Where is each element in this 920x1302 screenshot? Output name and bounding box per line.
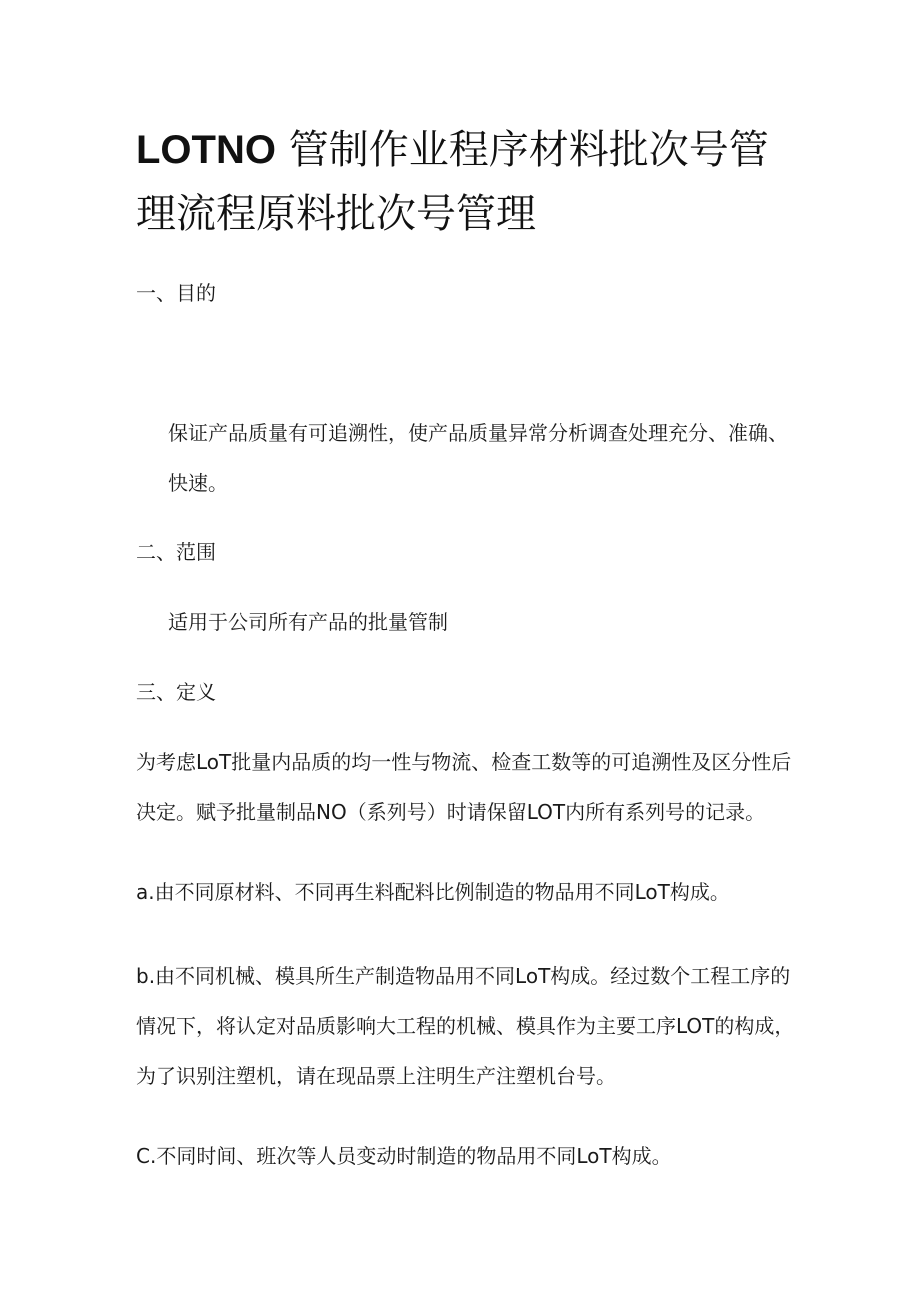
section-heading-purpose: 一、目的 [136,281,216,305]
section-heading-scope: 二、范围 [136,540,216,564]
section-heading-definition: 三、定义 [136,680,216,704]
definition-intro: 为考虑LoT批量内品质的均一性与物流、检查工数等的可追溯性及区分性后决定。赋予批量制品NO（系列号）时请保留LOT内所有系列号的记录。 [136,750,792,824]
section-body-scope: 适用于公司所有产品的批量管制 [168,610,448,634]
document-title [136,118,796,246]
definition-item-b: b.由不同机械、模具所生产制造物品用不同LoT构成。经过数个工程工序的情况下，将认定对品质影响大工程的机械、模具作为主要工序LOT的构成，为了识别注塑机，请在现品票上注明生产注塑机台号。 [136,964,795,1088]
document-title-en: LOTNO [136,128,276,172]
definition-item-c: C.不同时间、班次等人员变动时制造的物品用不同LoT构成。 [136,1144,672,1168]
definition-item-a: a.由不同原材料、不同再生料配料比例制造的物品用不同LoT构成。 [136,880,730,904]
document-title-cn: 管制作业程序材料批次号管理流程原料批次号管理 [136,127,769,237]
section-body-purpose: 保证产品质量有可追溯性，使产品质量异常分析调查处理充分、准确、快速。 [168,421,788,495]
